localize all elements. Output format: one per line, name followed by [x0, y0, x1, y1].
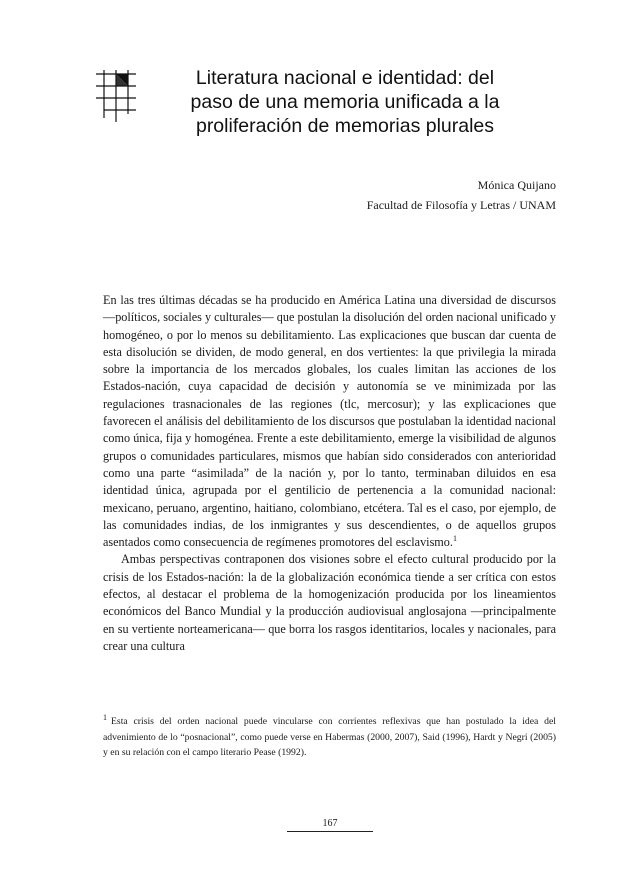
article-body: [103, 292, 556, 655]
footnote-reference[interactable]: 1: [452, 534, 457, 544]
journal-grid-logo: [96, 70, 140, 122]
title-line-1: Literatura nacional e identidad: del: [195, 67, 495, 89]
paragraph-2-text: Ambas perspectivas contraponen dos visiones sobre el efecto cultural producido por la crisis de los Estados-nación: la de la globalización económica tiende a ser crítica con estos efectos, al destacar el problema de la homogenización producida por los lineamientos económicos del Banco Mundial y la producción audiovisual anglosajona —principalmente en su vertiente norteamericana— que borra los rasgos identitarios, locales y nacionales, para crear una cultura: [103, 552, 556, 653]
author-block: [367, 175, 556, 215]
paragraph-1-text: En las tres últimas décadas se ha producido en América Latina una diversidad de discursos —políticos, sociales y culturales— que postulan la disolución del orden nacional unificado y homogéneo, o por lo menos su debilitamiento. Las explicaciones que buscan dar cuenta de esta disolución se dividen, de modo general, en dos vertientes: la que privilegia la mirada sobre la importancia de los mercados globales, los cuales limitan las acciones de los Estados-nación, cuya capacidad de decisión y autonomía se ve minimizada por las regulaciones trasnacionales de las regiones (tlc, mercosur); y las explicaciones que favorecen el análisis del debilitamiento de los discursos que postulaban la identidad nacional como única, fija y homogénea. Frente a este debilitamiento, emerge la visibilidad de algunos grupos o comunidades particulares, mismos que habían sido considerados con anterioridad como una parte “asimilada” de la nación y, por lo tanto, terminaban diluidos en esa identidad única, agrupada por el gentilicio de pertenencia a la comunidad nacional: mexicano, peruano, argentino, haitiano, colombiano, etcétera. Tal es el caso, por ejemplo, de las comunidades indias, de los inmigrantes y sus descendientes, o de aquellos grupos asentados como consecuencia de regímenes promotores del esclavismo.: [103, 293, 556, 550]
page-number: 167: [322, 818, 338, 829]
title-line-3: proliferación de memorias plurales: [195, 115, 495, 137]
author-name: Mónica Quijano: [477, 178, 556, 192]
article-title: [160, 66, 530, 138]
page-number-rule: [287, 831, 373, 832]
title-line-2: paso de una memoria unificada a la: [190, 91, 500, 113]
footnote-number: 1: [103, 712, 107, 722]
footnote: [103, 714, 556, 761]
author-affiliation: Facultad de Filosofía y Letras / UNAM: [366, 198, 556, 212]
body-paragraph-2: [103, 551, 556, 655]
footnote-text: Esta crisis del orden nacional puede vincularse con corrientes reflexivas que han postulado la idea del advenimiento de lo “posnacional”, como puede verse en Habermas (2000, 2007), Said (1996), Hardt y Negri (2005) y en su relación con el campo literario Pease (1992).: [103, 716, 556, 758]
body-paragraph-1: [103, 292, 556, 551]
